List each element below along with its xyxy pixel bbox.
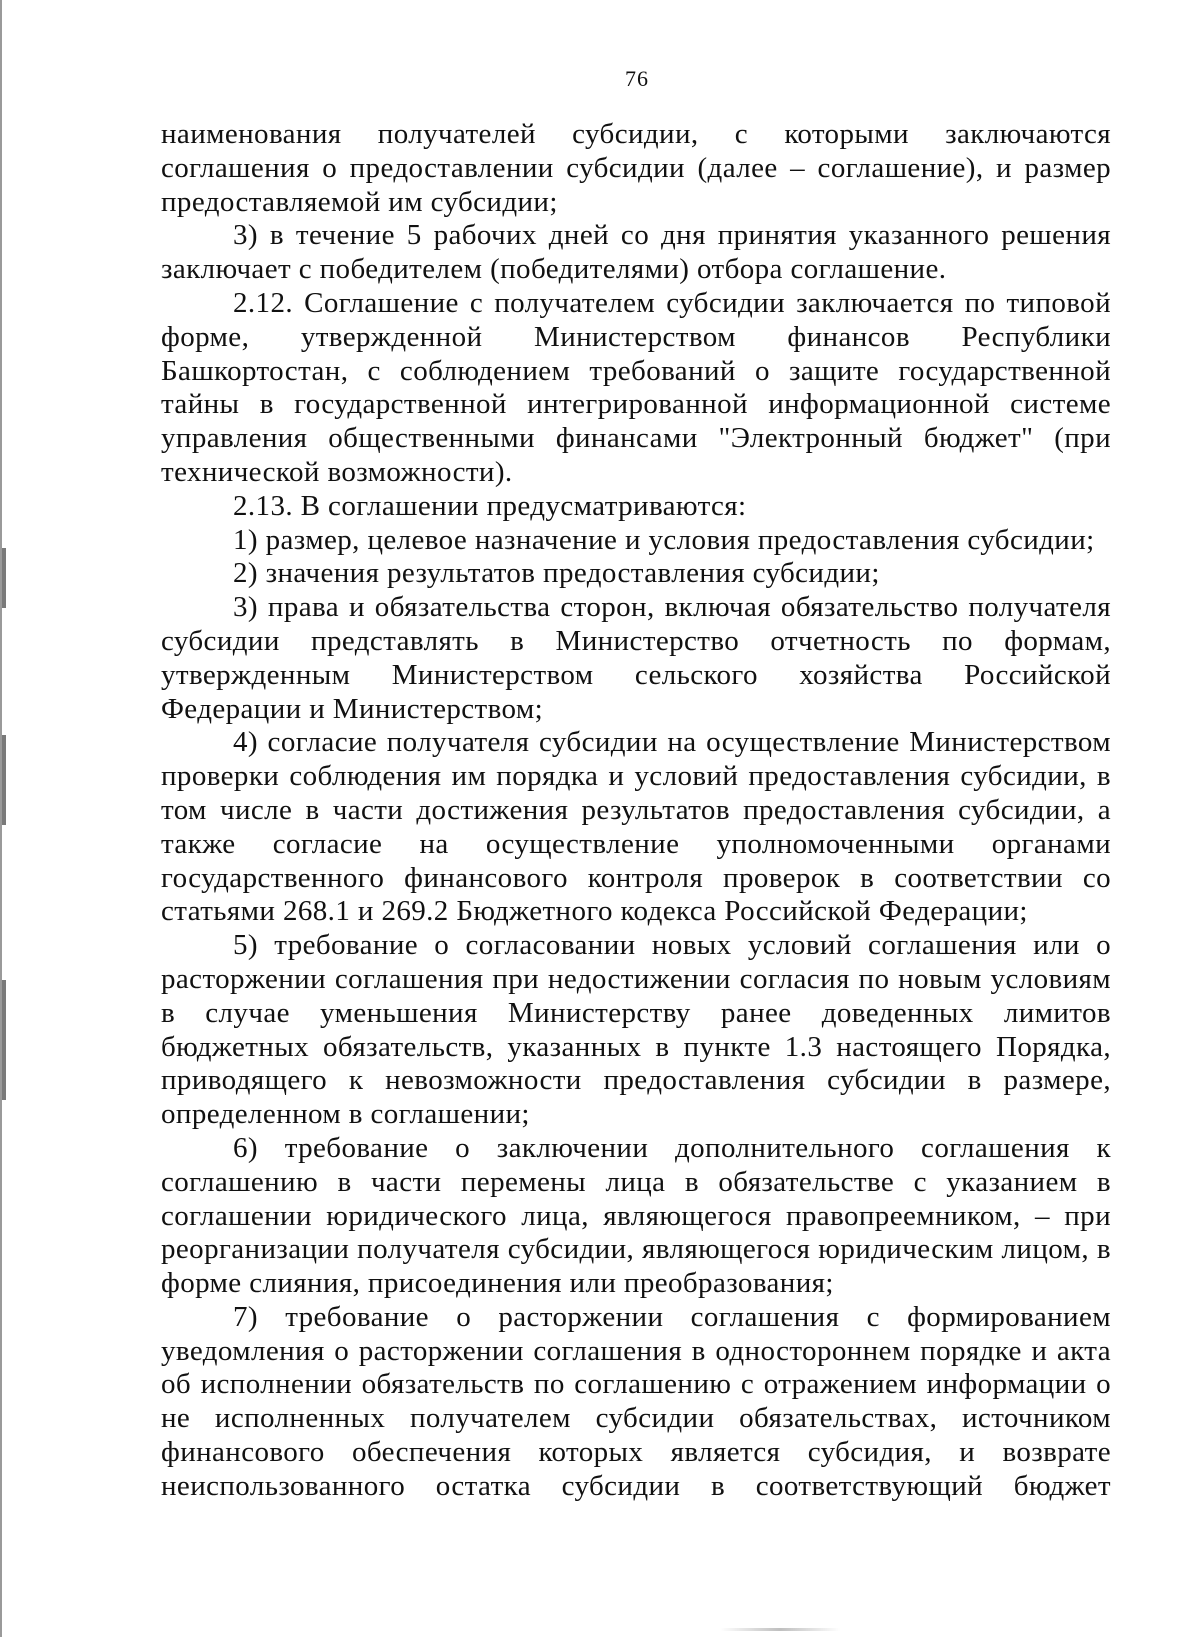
paragraph: 3) права и обязательства сторон, включая обязательство получателя субсидии представлять в Министерство отчетность по формам, утвержденным Министерством сельского хозяйства Российской Федерации и Министерством; (161, 591, 1111, 725)
paragraph: 4) согласие получателя субсидии на осуществление Министерством проверки соблюдения им порядка и условий предоставления субсидии, в том числе в части достижения результатов предоставления субсидии, а также согласие на осуществление уполномоченными органами государственного финансового контроля проверок в соответствии со статьями 268.1 и 269.2 Бюджетного кодекса Российской Федерации; (161, 726, 1111, 928)
paragraph: 6) требование о заключении дополнительного соглашения к соглашению в части перемены лица в обязательстве с указанием в соглашении юридического лица, являющегося правопреемником, – при реорганизации получателя субсидии, являющегося юридическим лицом, в форме слияния, присоединения или преобразования; (161, 1131, 1111, 1300)
paragraph: 3) в течение 5 рабочих дней со дня принятия указанного решения заключает с победителем (победителями) отбора соглашение. (161, 219, 1111, 286)
paragraph: 2) значения результатов предоставления субсидии; (233, 557, 880, 590)
document-body (161, 118, 1111, 1504)
page-number: 76 (625, 66, 649, 91)
paragraph: 2.12. Соглашение с получателем субсидии заключается по типовой форме, утвержденной Министерством финансов Республики Башкортостан, с соблюдением требований о защите государственной тайны в государственной интегрированной информационной системе управления общественными финансами "Электронный бюджет" (при технической возможности). (161, 286, 1111, 488)
paragraph: 1) размер, целевое назначение и условия предоставления субсидии; (233, 523, 1095, 556)
scan-mark (2, 735, 6, 825)
paragraph: наименования получателей субсидии, с которыми заключаются соглашения о предоставлении субсидии (далее – соглашение), и размер предоставляемой им субсидии; (161, 118, 1111, 218)
paragraph: 5) требование о согласовании новых условий соглашения или о расторжении соглашения при недостижении согласия по новым условиям в случае уменьшения Министерству ранее доведенных лимитов бюджетных обязательств, указанных в пункте 1.3 настоящего Порядка, приводящего к невозможности предоставления субсидии в размере, определенном в соглашении; (161, 929, 1111, 1131)
scan-mark (2, 980, 6, 1100)
scan-mark (2, 548, 6, 608)
paragraph: 7) требование о расторжении соглашения с формированием уведомления о расторжении соглашения в одностороннем порядке и акта об исполнении обязательств по соглашению с отражением информации о не исполненных получателем субсидии обязательствах, источником финансового обеспечения которых является субсидия, и возврате неиспользованного остатка субсидии в соответствующий бюджет (161, 1300, 1111, 1502)
scan-smudge (720, 1628, 840, 1631)
paragraph: 2.13. В соглашении предусматриваются: (233, 489, 747, 522)
